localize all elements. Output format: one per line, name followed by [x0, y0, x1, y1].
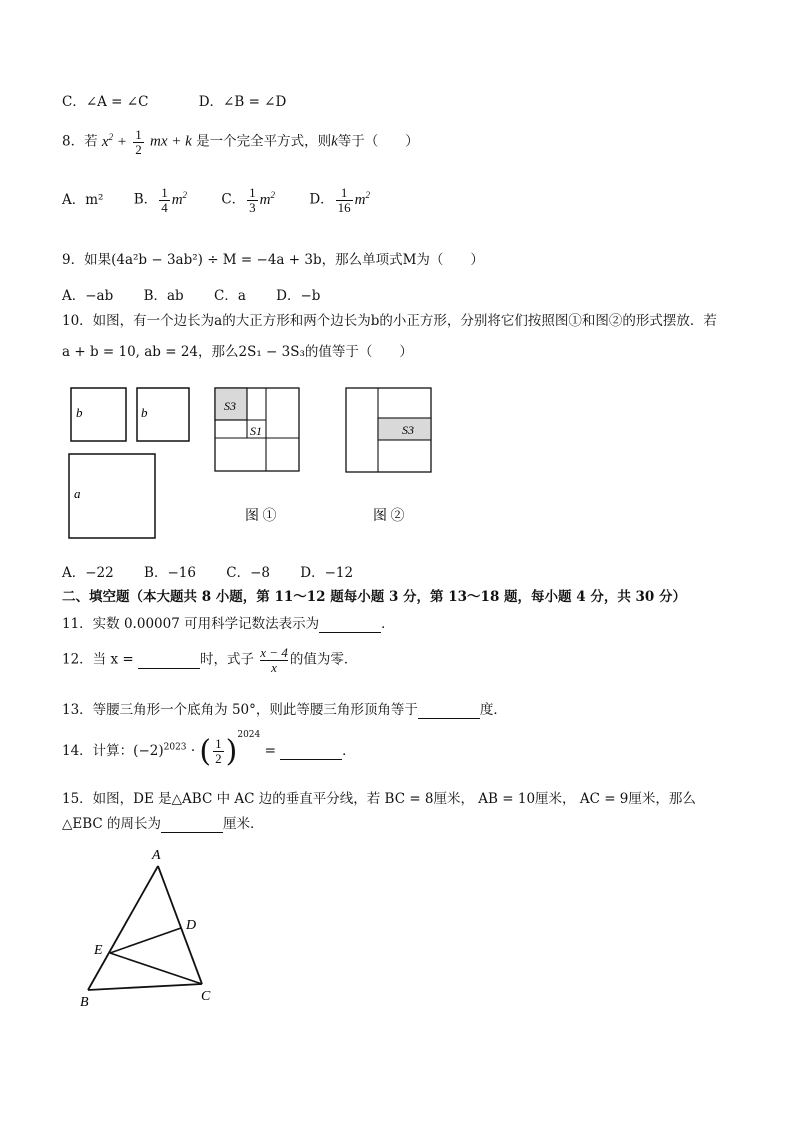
q10-option-d: D．−12 [300, 565, 354, 581]
q12 [62, 646, 357, 674]
vertex-e: E [94, 943, 103, 958]
q9-option-c: C．a [213, 288, 246, 304]
q11-text: 11．实数 0.00007 可用科学记数法表示为 [62, 616, 320, 632]
q8-k: k [331, 133, 338, 150]
q10-stem-line2: a + b = 10, ab = 24，那么2S₁ − 3S₃的值等于（ ） [62, 344, 413, 360]
vertex-c: C [201, 989, 211, 1004]
big-square [69, 454, 155, 538]
q8-suffix: 是一个完全平方式，则 [196, 133, 332, 150]
label-b1: b [76, 405, 83, 420]
label-b2: b [141, 405, 148, 420]
q7-option-c: C．∠A = ∠C [62, 94, 149, 110]
q12-blank [138, 652, 200, 669]
vertex-d: D [186, 918, 197, 933]
figure-2 [346, 388, 431, 524]
q9-stem: 9．如果(4a²b − 3ab²) ÷ M = −4a + 3b，那么单项式M为（ ） [62, 252, 484, 268]
q12-fraction: $\frac{x - 4}{x}$ [260, 645, 288, 675]
q8-stem [62, 128, 419, 156]
q10-figure [62, 380, 442, 545]
q12-mid: 时，式子 [199, 651, 254, 668]
q12-pre: 12．当 x = [62, 651, 134, 668]
vertex-b: B [80, 995, 89, 1010]
label-s3-fig2: S3 [402, 423, 414, 437]
q8-expr-tail: mx + k [150, 133, 192, 150]
q13-blank [418, 702, 480, 719]
q8-fraction: $\frac{1}{2}$ [135, 127, 142, 157]
q10-options-row [62, 561, 379, 581]
label-s3-fig1: S3 [224, 399, 236, 413]
q11: 11．实数 0.00007 可用科学记数法表示为 ． [62, 616, 395, 632]
q14-blank [280, 743, 342, 760]
q9-option-b: B．ab [143, 288, 184, 304]
caption-fig1: 图 ① [245, 509, 277, 524]
vertex-a: A [152, 848, 161, 863]
q8-prefix: 8．若 [62, 133, 98, 150]
q8-option-d: D． $\frac{1}{16}$ $m^2$ [309, 185, 370, 215]
q14: 14．计算：$(-2)^{2023}$ · ( $\frac{1}{2}$ )$^{2024}$ = ． [62, 730, 356, 769]
q7-options-row [62, 90, 312, 110]
q10-option-c: C．−8 [226, 565, 270, 581]
q13 [62, 698, 507, 719]
q10-stem-line1: 10．如图，有一个边长为a的大正方形和两个边长为b的小正方形，分别将它们按照图①和图②的形式摆放．若 [62, 313, 717, 329]
label-s1-fig1: S1 [250, 424, 262, 438]
q8-option-c: C． $\frac{1}{3}$ $m^2$ [221, 185, 276, 215]
q14-fraction: $\frac{1}{2}$ [215, 736, 222, 766]
figure-1 [215, 388, 299, 524]
caption-fig2: 图 ② [373, 509, 405, 524]
q8-option-a: A．m² [62, 191, 104, 208]
q8-x2: $x^2$ + [101, 131, 127, 150]
q7-option-d: D．∠B = ∠D [198, 94, 287, 110]
label-a: a [74, 486, 81, 501]
q15-triangle-figure [62, 838, 232, 1013]
q8-suffix2: 等于（ ） [337, 133, 419, 150]
q8-options-row [62, 186, 396, 214]
q15-line2: △EBC 的周长为 厘米． [62, 816, 264, 832]
q14-pre: 14．计算：(−2) [62, 743, 164, 759]
q10-option-b: B．−16 [144, 565, 196, 581]
q15-blank [161, 816, 223, 833]
side-bc [88, 984, 202, 990]
q9-option-d: D．−b [276, 288, 321, 304]
q9-options-row [62, 284, 346, 304]
q11-blank [319, 616, 381, 633]
q12-post: 的值为零． [289, 651, 358, 668]
section-2-heading: 二、填空题（本大题共 8 小题，第 11～12 题每小题 3 分，第 13～18 题，每小题 4 分，共 30 分） [62, 589, 687, 605]
segment-ec [110, 953, 202, 984]
q8-option-b: B． $\frac{1}{4}$ $m^2$ [133, 185, 188, 215]
q15-line1: 15．如图，DE 是△ABC 中 AC 边的垂直平分线，若 BC = 8厘米， AB = 10厘米， AC = 9厘米，那么 [62, 791, 696, 807]
q9-option-a: A．−ab [62, 288, 114, 304]
q13-post: 度． [479, 702, 507, 718]
side-ab [88, 866, 158, 990]
q10-option-a: A．−22 [62, 565, 114, 581]
q13-pre: 13．等腰三角形一个底角为 50°，则此等腰三角形顶角等于 [62, 702, 418, 718]
